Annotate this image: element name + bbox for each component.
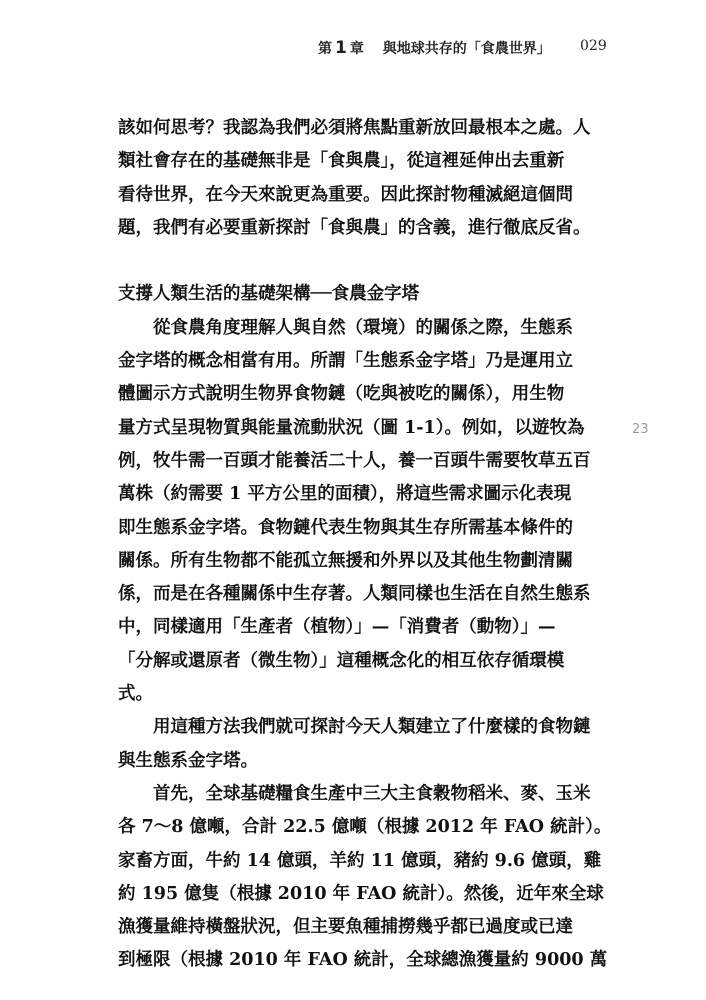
- text-line: 首先，全球基礎糧食生產中三大主食穀物稻米、麥、玉米: [153, 783, 591, 804]
- paragraph-gap: [118, 245, 608, 278]
- paragraph: [118, 312, 608, 712]
- paragraph: [118, 711, 608, 778]
- text-line: 用這種方法我們就可探討今天人類建立了什麼樣的食物鏈: [153, 717, 591, 738]
- text-line: 漁獲量維持橫盤狀況，但主要魚種捕撈幾乎都已過度或已達: [118, 917, 573, 938]
- text-line: 約 195 億隻（根據 2010 年 FAO 統計）。然後，近年來全球: [118, 883, 604, 904]
- chapter-prefix: 第: [318, 41, 332, 57]
- text-line: 類社會存在的基礎無非是「食與農」，從這裡延伸出去重新: [118, 151, 565, 172]
- text-line: 萬株（約需要 1 平方公里的面積），將這些需求圖示化表現: [118, 484, 572, 505]
- page-number: 029: [580, 38, 607, 54]
- text-line: 即生態系金字塔。食物鏈代表生物與其生存所需基本條件的: [118, 517, 573, 538]
- section-heading: 支撐人類生活的基礎架構──食農金字塔: [118, 284, 420, 305]
- chapter-suffix: 章: [349, 41, 364, 57]
- chapter-number: 1: [335, 38, 347, 58]
- side-page-number: 23: [632, 422, 649, 437]
- text-line: 中，同樣適用「生產者（植物）」—「消費者（動物）」—: [118, 617, 556, 638]
- text-line: 關係。所有生物都不能孤立無援和外界以及其他生物劃清關: [118, 550, 573, 571]
- text-line: 「分解或還原者（微生物）」這種概念化的相互依存循環模: [118, 650, 565, 671]
- text-line: 例，牧牛需一百頭才能養活二十人，養一百頭牛需要牧草五百: [118, 450, 591, 471]
- text-line: 體圖示方式說明生物界食物鏈（吃與被吃的關係），用生物: [118, 384, 565, 405]
- text-line: 各 7～8 億噸，合計 22.5 億噸（根據 2012 年 FAO 統計）。: [118, 817, 612, 838]
- paragraph: [118, 112, 608, 245]
- chapter-title: 與地球共存的「食農世界」: [382, 41, 551, 57]
- text-line: 看待世界，在今天來說更為重要。因此探討物種滅絕這個問: [118, 184, 573, 205]
- text-line: 金字塔的概念相當有用。所謂「生態系金字塔」乃是運用立: [118, 351, 573, 372]
- text-line: 係，而是在各種關係中生存著。人類同樣也生活在自然生態系: [118, 584, 591, 605]
- text-line: 家畜方面，牛約 14 億頭，羊約 11 億頭，豬約 9.6 億頭，雞: [118, 850, 602, 871]
- text-line: 與生態系金字塔。: [118, 750, 258, 771]
- chapter-label: [318, 38, 364, 58]
- paragraph: [118, 778, 612, 978]
- text-line: 題，我們有必要重新探討「食與農」的含義，進行徹底反省。: [118, 217, 591, 238]
- text-line: 式。: [118, 684, 153, 705]
- body-text: [118, 112, 612, 978]
- running-header: [318, 38, 618, 60]
- text-line: 該如何思考？我認為我們必須將焦點重新放回最根本之處。人: [118, 118, 591, 138]
- text-line: 到極限（根據 2010 年 FAO 統計，全球總漁獲量約 9000 萬: [118, 950, 608, 971]
- text-line: 從食農角度理解人與自然（環境）的關係之際，生態系: [153, 317, 573, 338]
- text-line: 量方式呈現物質與能量流動狀況（圖 1-1）。例如，以遊牧為: [118, 417, 585, 438]
